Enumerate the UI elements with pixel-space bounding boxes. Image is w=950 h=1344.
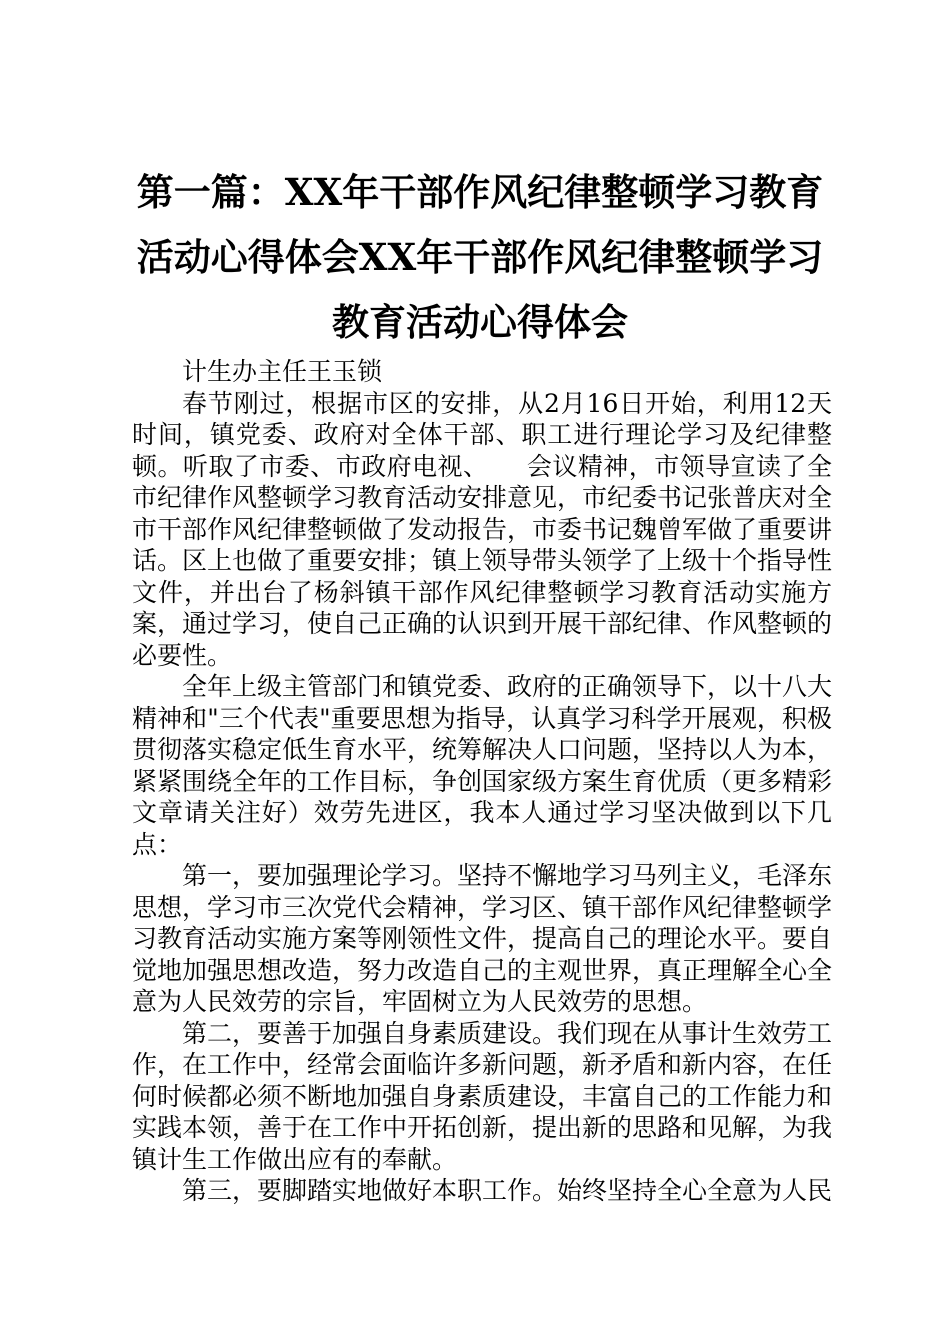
paragraph: 第三，要脚踏实地做好本职工作。始终坚持全心全意为人民	[182, 1176, 833, 1205]
document-body	[132, 356, 832, 1207]
paragraph: 全年上级主管部门和镇党委、政府的正确领导下，以十八大精神和"三个代表"重要思想为指导，认真学习科学开展观，积极贯彻落实稳定低生育水平，统筹解决人口问题，坚持以人为本，紧紧围绕全年的工作目标，争创国家级方案生育优质（更多精彩文章请关注好）效劳先进区，我本人通过学习坚决做到以下几点：	[132, 672, 833, 859]
author-line: 计生办主任王玉锁	[182, 357, 383, 386]
paragraph: 春节刚过，根据市区的安排，从2月16日开始，利用12天时间，镇党委、政府对全体干部、职工进行理论学习及纪律整顿。听取了市委、市政府电视、 会议精神，市领导宣读了全市纪律作风整顿学习教育活动安排意见，市纪委书记张普庆对全市干部作风纪律整顿做了发动报告，市委书记魏曾军做了重要讲话。区上也做了重要安排；镇上领导带头领学了上级十个指导性文件，并出台了杨斜镇干部作风纪律整顿学习教育活动实施方案，通过学习，使自己正确的认识到开展干部纪律、作风整顿的必要性。	[132, 388, 833, 670]
paragraph: 第二，要善于加强自身素质建设。我们现在从事计生效劳工作，在工作中，经常会面临许多新问题，新矛盾和新内容，在任何时候都必须不断地加强自身素质建设，丰富自己的工作能力和实践本领，善于在工作中开拓创新，提出新的思路和见解，为我镇计生工作做出应有的奉献。	[132, 1018, 833, 1174]
document-title: 第一篇：XX年干部作风纪律整顿学习教育活动心得体会XX年干部作风纪律整顿学习教育活动心得体会	[136, 170, 824, 344]
paragraph: 第一，要加强理论学习。坚持不懈地学习马列主义，毛泽东思想，学习市三次党代会精神，学习区、镇干部作风纪律整顿学习教育活动实施方案等刚领性文件，提高自己的理论水平。要自觉地加强思想改造，努力改造自己的主观世界，真正理解全心全意为人民效劳的宗旨，牢固树立为人民效劳的思想。	[132, 861, 833, 1016]
